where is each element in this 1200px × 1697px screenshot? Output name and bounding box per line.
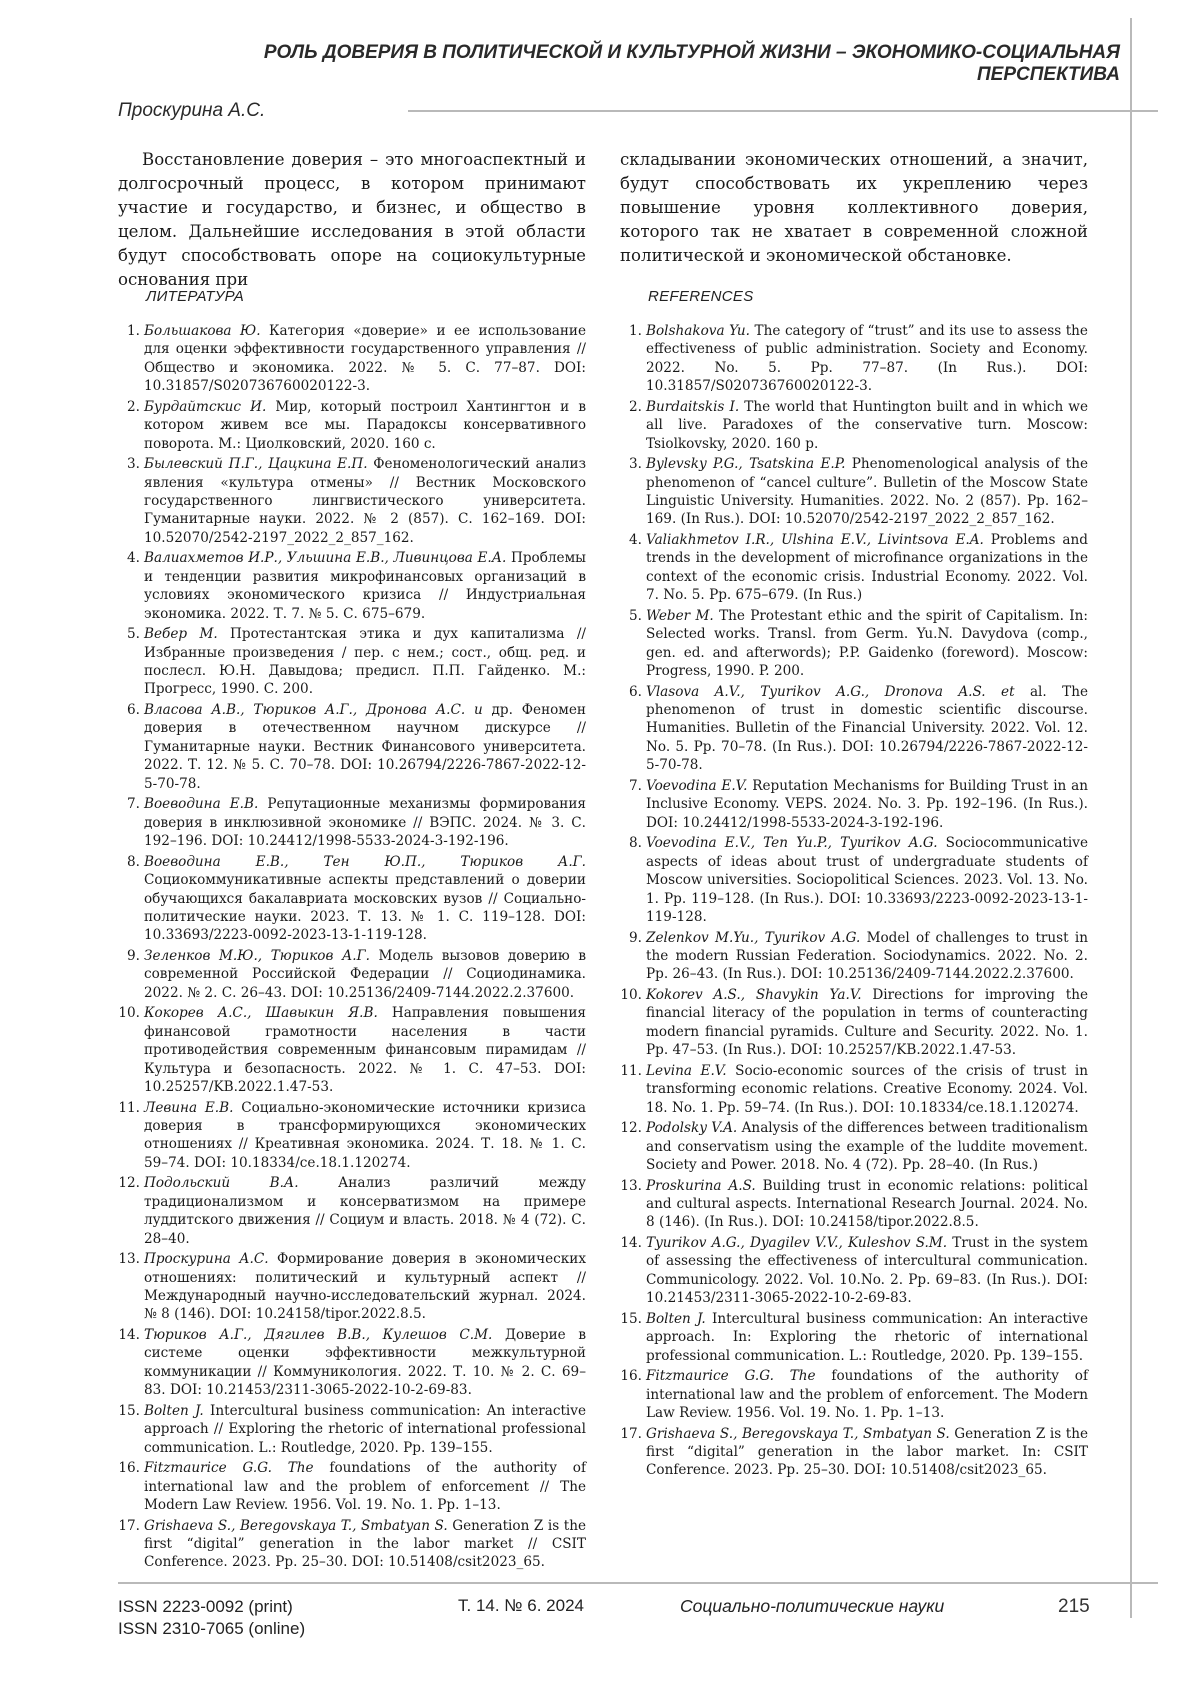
reference-authors: Podolsky V.A.	[646, 1120, 738, 1137]
issn-online: ISSN 2310-7065 (online)	[118, 1619, 306, 1638]
issn-block	[118, 1596, 305, 1640]
reference-number: 11.	[118, 1099, 140, 1116]
reference-text: Категория «доверие» и ее использование для оценки эффективности государственного управления // Общество и экономика. 2022. № 5. С. 77–87. DOI: 10.31857/S020736760020122-3.	[144, 323, 586, 395]
reference-text: Репутационные механизмы формирования доверия в инклюзивной экономике // ВЭПС. 2024. № 3. С. 192–196. DOI: 10.24412/1998-5533-2024-3-192-196.	[144, 796, 586, 850]
reference-item	[620, 531, 1088, 605]
issn-print: ISSN 2223-0092 (print)	[118, 1597, 293, 1616]
reference-item	[118, 1004, 586, 1096]
reference-item	[118, 1517, 586, 1572]
reference-number: 16.	[620, 1368, 642, 1385]
reference-text: The Protestant ethic and the spirit of Capitalism. In: Selected works. Transl. from Germ. Yu.N. Davydova (comp., gen. ed. and afterwords); P.P. Gaidenko (foreword). Moscow: Progress, 1990. P. 200.	[646, 607, 1088, 680]
reference-authors: Проскурина А.С.	[144, 1251, 269, 1268]
reference-number: 8.	[127, 853, 140, 870]
reference-number: 2.	[127, 398, 140, 415]
reference-text: Модель вызовов доверию в современной Российской Федерации // Социодинамика. 2022. № 2. С. 26–43. DOI: 10.25136/2409-7144.2022.2.37600.	[144, 947, 586, 1001]
reference-authors: Zelenkov M.Yu., Tyurikov A.G.	[646, 929, 861, 946]
reference-authors: Власова А.В., Тюриков А.Г., Дронова А.С. и	[144, 702, 483, 719]
reference-authors: Зеленков М.Ю., Тюриков А.Г.	[144, 947, 370, 964]
reference-item	[620, 777, 1088, 832]
reference-item	[620, 1234, 1088, 1308]
reference-authors: Valiakhmetov I.R., Ulshina E.V., Livintsova E.A.	[646, 532, 984, 549]
reference-number: 4.	[629, 532, 642, 549]
literature-list	[118, 322, 586, 1574]
reference-number: 5.	[127, 626, 140, 643]
reference-number: 7.	[629, 777, 642, 794]
reference-authors: Bylevsky P.G., Tsatskina E.P.	[646, 456, 846, 473]
reference-text: The category of “trust” and its use to assess the effectiveness of public administration. Society and Economy. 2022. No. 5. Pp. 77–87. (In Rus.). DOI: 10.31857/S020736760020122-3.	[646, 323, 1088, 395]
reference-text: foundations of the authority of international law and the problem of enforcement. The Modern Law Review. 1956. Vol. 19. No. 1. Pp. 1–13.	[646, 1368, 1088, 1421]
reference-number: 15.	[620, 1310, 642, 1327]
reference-item	[620, 1425, 1088, 1480]
reference-item	[118, 455, 586, 547]
journal-name: Социально-политические науки	[680, 1596, 945, 1616]
reference-text: Model of challenges to trust in the modern Russian Federation. Sociodynamics. 2022. No. 2. Pp. 26–43. (In Rus.). DOI: 10.25136/2409-7144.2022.2.37600.	[646, 929, 1088, 983]
reference-item	[118, 853, 586, 945]
reference-text: Социокоммуникативные аспекты представлений о доверии обучающихся бакалавриата московских вузов // Социально-политические науки. 2023. Т. 13. № 1. С. 119–128. DOI: 10.33693/2223-0092-2023-13-1-119-128.	[144, 872, 586, 944]
reference-number: 6.	[127, 702, 140, 719]
reference-authors: Voevodina E.V.	[646, 777, 748, 794]
reference-item	[620, 1119, 1088, 1174]
reference-authors: Fitzmaurice G.G. The	[144, 1460, 314, 1477]
reference-item	[620, 834, 1088, 926]
reference-number: 5.	[629, 607, 642, 624]
reference-authors: Подольский В.А.	[144, 1175, 299, 1192]
reference-item	[620, 607, 1088, 681]
reference-text: Phenomenological analysis of the phenomenon of “cancel culture”. Bulletin of the Moscow State Linguistic University. Humanities. 2022. No. 2 (857). Pp. 162–169. (In Rus.). DOI: 10.52070/2542-2197_2022_2_857_162.	[646, 456, 1088, 528]
reference-item	[118, 1326, 586, 1400]
reference-number: 10.	[118, 1005, 140, 1022]
reference-item	[118, 322, 586, 396]
reference-item	[118, 625, 586, 699]
reference-item	[620, 683, 1088, 775]
reference-text: Analysis of the differences between traditionalism and conservatism using the example of the luddite movement. Society and Power. 2018. No. 4 (72). Pp. 28–40. (In Rus.)	[646, 1120, 1088, 1173]
reference-text: Доверие в системе оценки эффективности межкультурной коммуникации // Коммуникология. 2022. Т. 10. № 2. С. 69–83. DOI: 10.21453/2311-3065-2022-10-2-69-83.	[144, 1326, 586, 1399]
reference-item	[620, 1177, 1088, 1232]
reference-item	[620, 1367, 1088, 1422]
reference-number: 12.	[118, 1175, 140, 1192]
references-heading: REFERENCES	[648, 288, 754, 305]
reference-text: Directions for improving the financial literacy of the population in terms of counteracting modern financial pyramids. Culture and Security. 2022. No. 1. Pp. 47–53. (In Rus.). DOI: 10.25257/KB.2022.1.47-53.	[646, 986, 1088, 1059]
reference-item	[620, 929, 1088, 984]
reference-item	[118, 947, 586, 1002]
reference-text: Проблемы и тенденции развития микрофинансовых организаций в условиях экономического кризиса // Индустриальная экономика. 2022. Т. 7. № 5. С. 675–679.	[144, 550, 586, 622]
reference-number: 15.	[118, 1402, 140, 1419]
reference-number: 11.	[620, 1062, 642, 1079]
reference-authors: Bolten J.	[144, 1402, 204, 1419]
reference-item	[118, 1459, 586, 1514]
reference-number: 1.	[629, 323, 642, 339]
reference-number: 3.	[629, 456, 642, 473]
reference-number: 9.	[629, 929, 642, 946]
reference-authors: Vlasova A.V., Tyurikov A.G., Dronova A.S. et	[646, 683, 1015, 700]
reference-authors: Fitzmaurice G.G. The	[646, 1368, 816, 1385]
reference-number: 13.	[620, 1177, 642, 1194]
vertical-rule	[1130, 18, 1132, 1618]
reference-authors: Kokorev A.S., Shavykin Ya.V.	[646, 986, 862, 1003]
reference-text: Мир, который построил Хантингтон и в котором живем все мы. Парадоксы консервативного поворота. М.: Циолковский, 2020. 160 с.	[144, 398, 586, 452]
reference-authors: Воеводина Е.В., Тен Ю.П., Тюриков А.Г.	[144, 853, 586, 870]
reference-text: др. Феномен доверия в отечественном научном дискурсе // Гуманитарные науки. Вестник Финансового университета. 2022. Т. 12. № 5. С. 70–78. DOI: 10.26794/2226-7867-2022-12-5-70-78.	[144, 702, 586, 792]
reference-authors: Weber M.	[646, 607, 714, 624]
reference-authors: Grishaeva S., Beregovskaya T., Smbatyan S.	[646, 1425, 950, 1442]
reference-text: Анализ различий между традиционализмом и консерватизмом на примере луддитского движения // Социум и власть. 2018. № 4 (72). С. 28–40.	[144, 1175, 586, 1247]
reference-item	[118, 1250, 586, 1324]
reference-item	[620, 986, 1088, 1060]
reference-item	[620, 1062, 1088, 1117]
reference-number: 8.	[629, 835, 642, 852]
issue-info: Т. 14. № 6. 2024	[458, 1596, 584, 1615]
reference-number: 9.	[127, 947, 140, 964]
reference-item	[118, 1099, 586, 1173]
reference-text: Социально-экономические источники кризиса доверия в трансформирующихся экономических отношениях // Креативная экономика. 2024. Т. 18. № 1. С. 59–74. DOI: 10.18334/ce.18.1.120274.	[144, 1099, 586, 1171]
reference-text: Формирование доверия в экономических отношениях: политический и культурный аспект // Международный научно-исследовательский журнал. 2024. № 8 (146). DOI: 10.24158/tipor.2022.8.5.	[144, 1251, 586, 1323]
reference-number: 17.	[620, 1425, 642, 1442]
reference-text: The world that Huntington built and in which we all live. Paradoxes of the conservative turn. Moscow: Tsiolkovsky, 2020. 160 p.	[646, 398, 1088, 452]
reference-authors: Большакова Ю.	[144, 323, 261, 339]
references-list	[620, 322, 1088, 1482]
reference-number: 13.	[118, 1251, 140, 1268]
reference-text: Problems and trends in the development of microfinance organizations in the context of the economic crisis. Industrial Economy. 2022. Vol. 7. No. 5. Pp. 675–679. (In Rus.)	[646, 532, 1088, 604]
reference-number: 14.	[118, 1326, 140, 1343]
reference-text: al. The phenomenon of trust in domestic scientific discourse. Humanities. Bulletin of the Financial University. 2022. Vol. 12. No. 5. Pp. 70–78. (In Rus.). DOI: 10.26794/2226-7867-2022-12-5-70-78.	[646, 683, 1088, 774]
reference-text: Building trust in economic relations: political and cultural aspects. International Research Journal. 2024. No. 8 (146). (In Rus.). DOI: 10.24158/tipor.2022.8.5.	[646, 1177, 1088, 1231]
reference-authors: Proskurina A.S.	[646, 1177, 756, 1194]
reference-authors: Былевский П.Г., Цацкина Е.П.	[144, 456, 368, 473]
reference-item	[118, 1402, 586, 1457]
reference-item	[620, 398, 1088, 453]
reference-authors: Тюриков А.Г., Дягилев В.В., Кулешов С.М.	[144, 1326, 493, 1343]
reference-authors: Voevodina E.V., Ten Yu.P., Tyurikov A.G.	[646, 835, 938, 852]
reference-number: 2.	[629, 398, 642, 415]
reference-item	[620, 455, 1088, 529]
reference-text: foundations of the authority of international law and the problem of enforcement // The Modern Law Review. 1956. Vol. 19. No. 1. Pp. 1–13.	[144, 1460, 586, 1513]
reference-text: Generation Z is the first “digital” generation in the labor market // CSIT Conference. 2023. Pp. 25–30. DOI: 10.51408/csit2023_65.	[144, 1517, 587, 1571]
reference-authors: Вебер М.	[144, 626, 218, 643]
reference-text: Trust in the system of assessing the effectiveness of intercultural communication. Communicology. 2022. Vol. 10.No. 2. Pp. 69–83. (In Rus.). DOI: 10.21453/2311-3065-2022-10-2-69-83.	[646, 1234, 1088, 1307]
reference-authors: Бурдайтскис И.	[144, 398, 267, 415]
reference-text: Sociocommunicative aspects of ideas about trust of undergraduate students of Moscow universities. Sociopolitical Sciences. 2023. Vol. 13. No. 1. Pp. 119–128. (In Rus.). DOI: 10.33693/2223-0092-2023-13-1-119-128.	[646, 835, 1088, 925]
header-rule	[408, 110, 1158, 112]
footer-rule	[118, 1582, 1158, 1584]
page-number: 215	[1058, 1596, 1090, 1617]
reference-authors: Левина Е.В.	[144, 1099, 234, 1116]
reference-authors: Bolshakova Yu.	[646, 323, 750, 339]
intro-paragraph-right: складывании экономических отношений, а значит, будут способствовать их укреплению через повышение уровня коллективного доверия, которого так не хватает в современной сложной политической и экономической обстановке.	[620, 150, 1088, 265]
reference-text: Направления повышения финансовой грамотности населения в части противодействия современным финансовым пирамидам // Культура и безопасность. 2022. № 1. С. 47–53. DOI: 10.25257/KB.2022.1.47-53.	[144, 1005, 587, 1095]
reference-item	[118, 398, 586, 453]
reference-number: 16.	[118, 1460, 140, 1477]
reference-authors: Bolten J.	[646, 1310, 706, 1327]
reference-number: 4.	[127, 550, 140, 567]
reference-number: 6.	[629, 683, 642, 700]
reference-authors: Валиахметов И.Р., Ульшина Е.В., Ливинцова Е.А.	[144, 550, 507, 567]
reference-number: 1.	[127, 323, 140, 339]
reference-text: Intercultural business communication: An interactive approach. In: Exploring the rhetoric of international professional communication. L.: Routledge, 2020. Pp. 139–155.	[646, 1310, 1088, 1364]
reference-text: Intercultural business communication: An interactive approach // Exploring the rhetoric of international professional communication. L.: Routledge, 2020. Pp. 139–155.	[144, 1402, 586, 1456]
reference-number: 17.	[118, 1517, 140, 1534]
reference-text: Reputation Mechanisms for Building Trust in an Inclusive Economy. VEPS. 2024. No. 3. Pp. 192–196. (In Rus.). DOI: 10.24412/1998-5533-2024-3-192-196.	[646, 777, 1088, 831]
reference-authors: Кокорев А.С., Шавыкин Я.В.	[144, 1005, 378, 1022]
reference-item	[118, 795, 586, 850]
reference-item	[620, 322, 1088, 396]
reference-text: Протестантская этика и дух капитализма // Избранные произведения / пер. с нем.; сост., общ. ред. и послесл. Ю.Н. Давыдова; предисл. П.П. Гайденко. М.: Прогресс, 1990. С. 200.	[144, 626, 586, 698]
reference-authors: Levina E.V.	[646, 1062, 727, 1079]
reference-number: 7.	[127, 796, 140, 813]
reference-number: 10.	[620, 986, 642, 1003]
running-title: РОЛЬ ДОВЕРИЯ В ПОЛИТИЧЕСКОЙ И КУЛЬТУРНОЙ ЖИЗНИ – ЭКОНОМИКО-СОЦИАЛЬНАЯ ПЕРСПЕКТИВА	[263, 42, 1120, 85]
reference-number: 14.	[620, 1234, 642, 1251]
intro-paragraph-left: Восстановление доверия – это многоаспектный и долгосрочный процесс, в котором принимают участие и государство, и бизнес, и общество в целом. Дальнейшие исследования в этой области будут способствовать опоре на социокультурные основания при	[118, 150, 586, 289]
reference-authors: Burdaitskis I.	[646, 398, 740, 415]
reference-item	[118, 1174, 586, 1248]
reference-text: Socio-economic sources of the crisis of trust in transforming economic relations. Creative Economy. 2024. Vol. 18. No. 1. Pp. 59–74. (In Rus.). DOI: 10.18334/ce.18.1.120274.	[646, 1062, 1088, 1116]
author-name: Проскурина А.С.	[118, 100, 266, 121]
reference-number: 12.	[620, 1120, 642, 1137]
reference-item	[118, 701, 586, 793]
reference-text: Феноменологический анализ явления «культура отмены» // Вестник Московского государственного лингвистического университета. Гуманитарные науки. 2022. № 2 (857). С. 162–169. DOI: 10.52070/2542-2197_2022_2_857_162.	[144, 456, 586, 546]
reference-authors: Воеводина Е.В.	[144, 796, 259, 813]
reference-number: 3.	[127, 456, 140, 473]
reference-authors: Grishaeva S., Beregovskaya T., Smbatyan S.	[144, 1517, 448, 1534]
reference-item	[118, 549, 586, 623]
reference-text: Generation Z is the first “digital” generation in the labor market. In: CSIT Conference. 2023. Pp. 25–30. DOI: 10.51408/csit2023_65.	[646, 1425, 1089, 1479]
literature-heading: ЛИТЕРАТУРА	[146, 288, 245, 305]
reference-item	[620, 1310, 1088, 1365]
reference-authors: Tyurikov A.G., Dyagilev V.V., Kuleshov S.M.	[646, 1234, 948, 1251]
